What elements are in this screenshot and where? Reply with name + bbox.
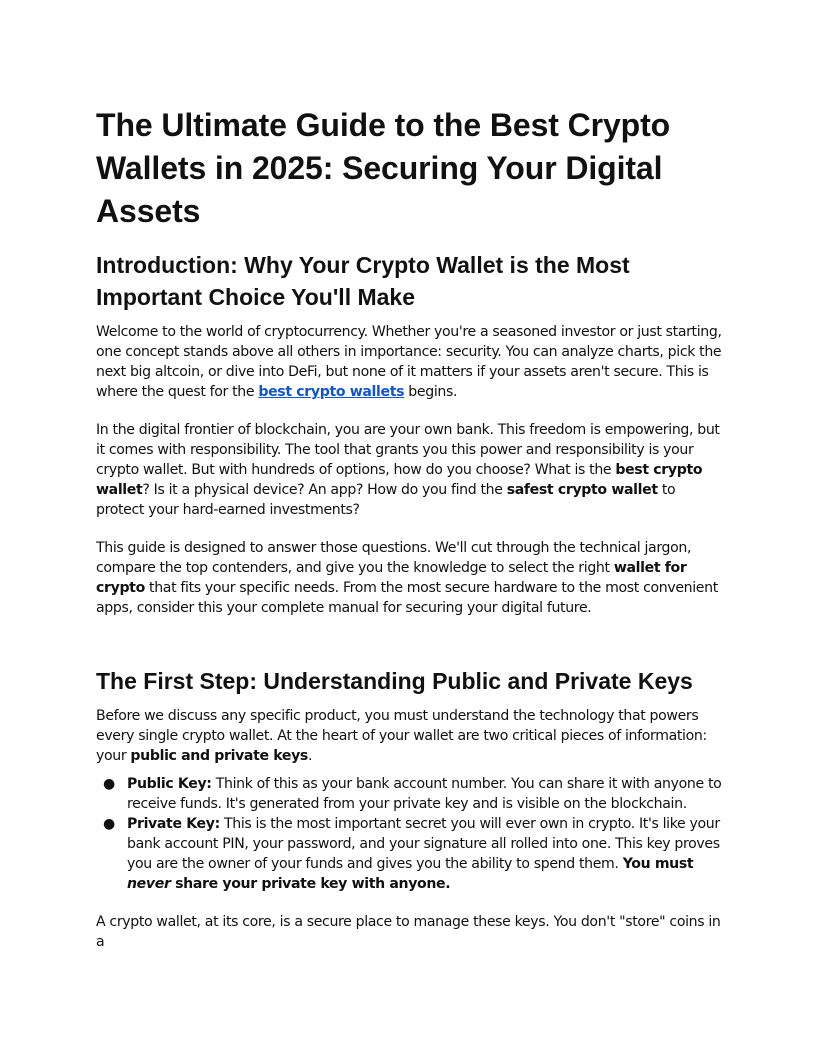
bullet-icon: ● xyxy=(103,776,115,792)
document-page xyxy=(96,104,724,970)
list-item-public-key xyxy=(96,774,724,814)
bullet-icon: ● xyxy=(103,816,115,832)
private-key-warning-b: share your private key with anyone. xyxy=(170,876,451,892)
intro-p3-a: This guide is designed to answer those questions. We'll cut through the technical jargon, compare the top contenders, and give you the knowledge to select the right xyxy=(96,540,692,576)
private-key-warning-a: You must xyxy=(622,856,694,872)
public-key-label: Public Key: xyxy=(127,776,212,792)
best-crypto-wallets-link[interactable]: best crypto wallets xyxy=(258,384,405,400)
list-item-private-key xyxy=(96,814,724,894)
keys-p1-a: Before we discuss any specific product, you must understand the technology that powers every single crypto wallet. At the heart of your wallet are two critical pieces of information: your xyxy=(96,708,707,764)
intro-paragraph-3 xyxy=(96,538,724,618)
intro-p3-bold: wallet for crypto xyxy=(96,560,687,596)
page-title: The Ultimate Guide to the Best Crypto Wallets in 2025: Securing Your Digital Assets xyxy=(96,107,671,229)
private-key-text: This is the most important secret you will ever own in crypto. It's like your bank account PIN, your password, and your signature all rolled into one. This key proves you are the owner of your funds and gives you the ability to spend them. xyxy=(127,816,720,872)
intro-paragraph-2 xyxy=(96,420,724,520)
keys-p1-c: . xyxy=(307,748,313,764)
keys-heading: The First Step: Understanding Public and Private Keys xyxy=(96,668,693,694)
intro-p2-bold-1: best crypto wallet xyxy=(96,462,703,498)
private-key-warning-emphasis: never xyxy=(127,876,171,892)
intro-p2-d: to protect your hard-earned investments? xyxy=(96,482,676,518)
public-key-text: Think of this as your bank account number. You can share it with anyone to receive funds. It's generated from your private key and is visible on the blockchain. xyxy=(127,776,722,812)
intro-p2-bold-2: safest crypto wallet xyxy=(506,482,658,498)
intro-heading: Introduction: Why Your Crypto Wallet is the Most Important Choice You'll Make xyxy=(96,252,630,310)
intro-p2-a: In the digital frontier of blockchain, you are your own bank. This freedom is empowering, but it comes with responsibility. The tool that grants you this power and responsibility is your crypto wallet. But with hundreds of options, how do you choose? What is the xyxy=(96,422,720,478)
intro-p3-c: that fits your specific needs. From the most secure hardware to the most convenient apps, consider this your complete manual for securing your digital future. xyxy=(96,580,718,616)
keys-list xyxy=(96,774,724,894)
keys-paragraph-1 xyxy=(96,706,724,766)
intro-p1-text: Welcome to the world of cryptocurrency. Whether you're a seasoned investor or just starting, one concept stands above all others in importance: security. You can analyze charts, pick the next big altcoin, or dive into DeFi, but none of it matters if your assets aren't secure. This is where the quest for the xyxy=(96,324,722,400)
intro-p2-c: ? Is it a physical device? An app? How do you find the xyxy=(142,482,507,498)
keys-paragraph-2: A crypto wallet, at its core, is a secure place to manage these keys. You don't "store" coins in a xyxy=(96,914,721,950)
keys-p1-bold: public and private keys xyxy=(130,748,308,764)
intro-p1-end: begins. xyxy=(404,384,458,400)
private-key-label: Private Key: xyxy=(127,816,220,832)
intro-paragraph-1 xyxy=(96,322,724,402)
